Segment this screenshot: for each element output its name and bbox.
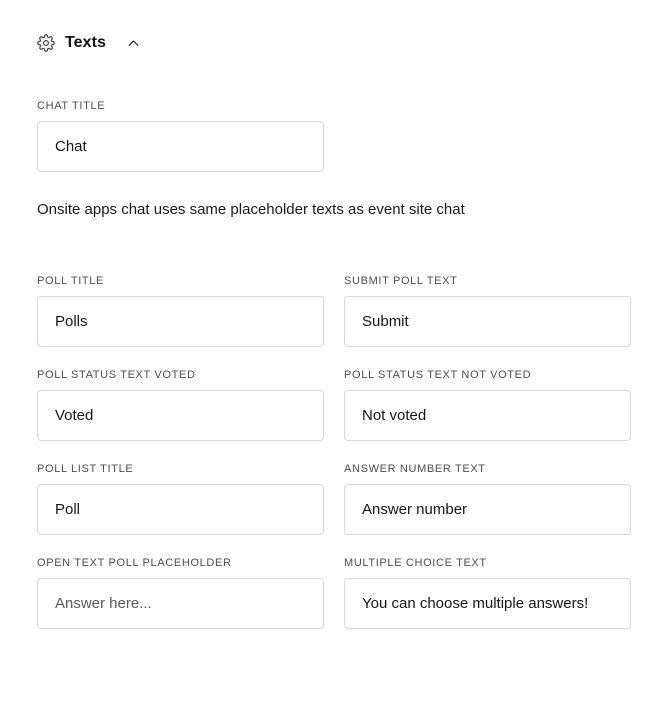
- section-header: [37, 0, 624, 56]
- multiple-choice-text-field: [344, 557, 631, 629]
- submit-poll-text-label: SUBMIT POLL TEXT: [344, 275, 458, 287]
- poll-status-text-not-voted-input[interactable]: [344, 390, 631, 441]
- page-title: Texts: [65, 34, 107, 51]
- chat-placeholder-note: Onsite apps chat uses same placeholder texts as event site chat: [37, 201, 465, 218]
- open-text-poll-placeholder-input[interactable]: [37, 578, 324, 629]
- answer-number-text-input[interactable]: [344, 484, 631, 535]
- poll-title-field: [37, 275, 324, 347]
- answer-number-text-label: ANSWER NUMBER TEXT: [344, 463, 486, 475]
- answer-number-text-field: [344, 463, 631, 535]
- poll-list-title-input[interactable]: [37, 484, 324, 535]
- open-text-poll-placeholder-field: [37, 557, 324, 629]
- multiple-choice-text-label: MULTIPLE CHOICE TEXT: [344, 557, 487, 569]
- poll-status-text-voted-field: [37, 369, 324, 441]
- poll-status-text-not-voted-field: [344, 369, 631, 441]
- poll-title-input[interactable]: [37, 296, 324, 347]
- poll-title-label: POLL TITLE: [37, 275, 105, 287]
- poll-status-text-voted-label: POLL STATUS TEXT VOTED: [37, 369, 196, 381]
- submit-poll-text-field: [344, 275, 631, 347]
- submit-poll-text-input[interactable]: [344, 296, 631, 347]
- chat-title-label: CHAT TITLE: [37, 100, 106, 112]
- poll-list-title-field: [37, 463, 324, 535]
- chat-title-field: [37, 100, 324, 172]
- poll-list-title-label: POLL LIST TITLE: [37, 463, 134, 475]
- gear-icon: [37, 34, 55, 52]
- open-text-poll-placeholder-label: OPEN TEXT POLL PLACEHOLDER: [37, 557, 232, 569]
- poll-status-text-not-voted-label: POLL STATUS TEXT NOT VOTED: [344, 369, 532, 381]
- poll-status-text-voted-input[interactable]: [37, 390, 324, 441]
- chevron-up-icon[interactable]: [122, 32, 144, 54]
- chat-title-input[interactable]: [37, 121, 324, 172]
- texts-field-grid: [37, 275, 631, 629]
- multiple-choice-text-input[interactable]: [344, 578, 631, 629]
